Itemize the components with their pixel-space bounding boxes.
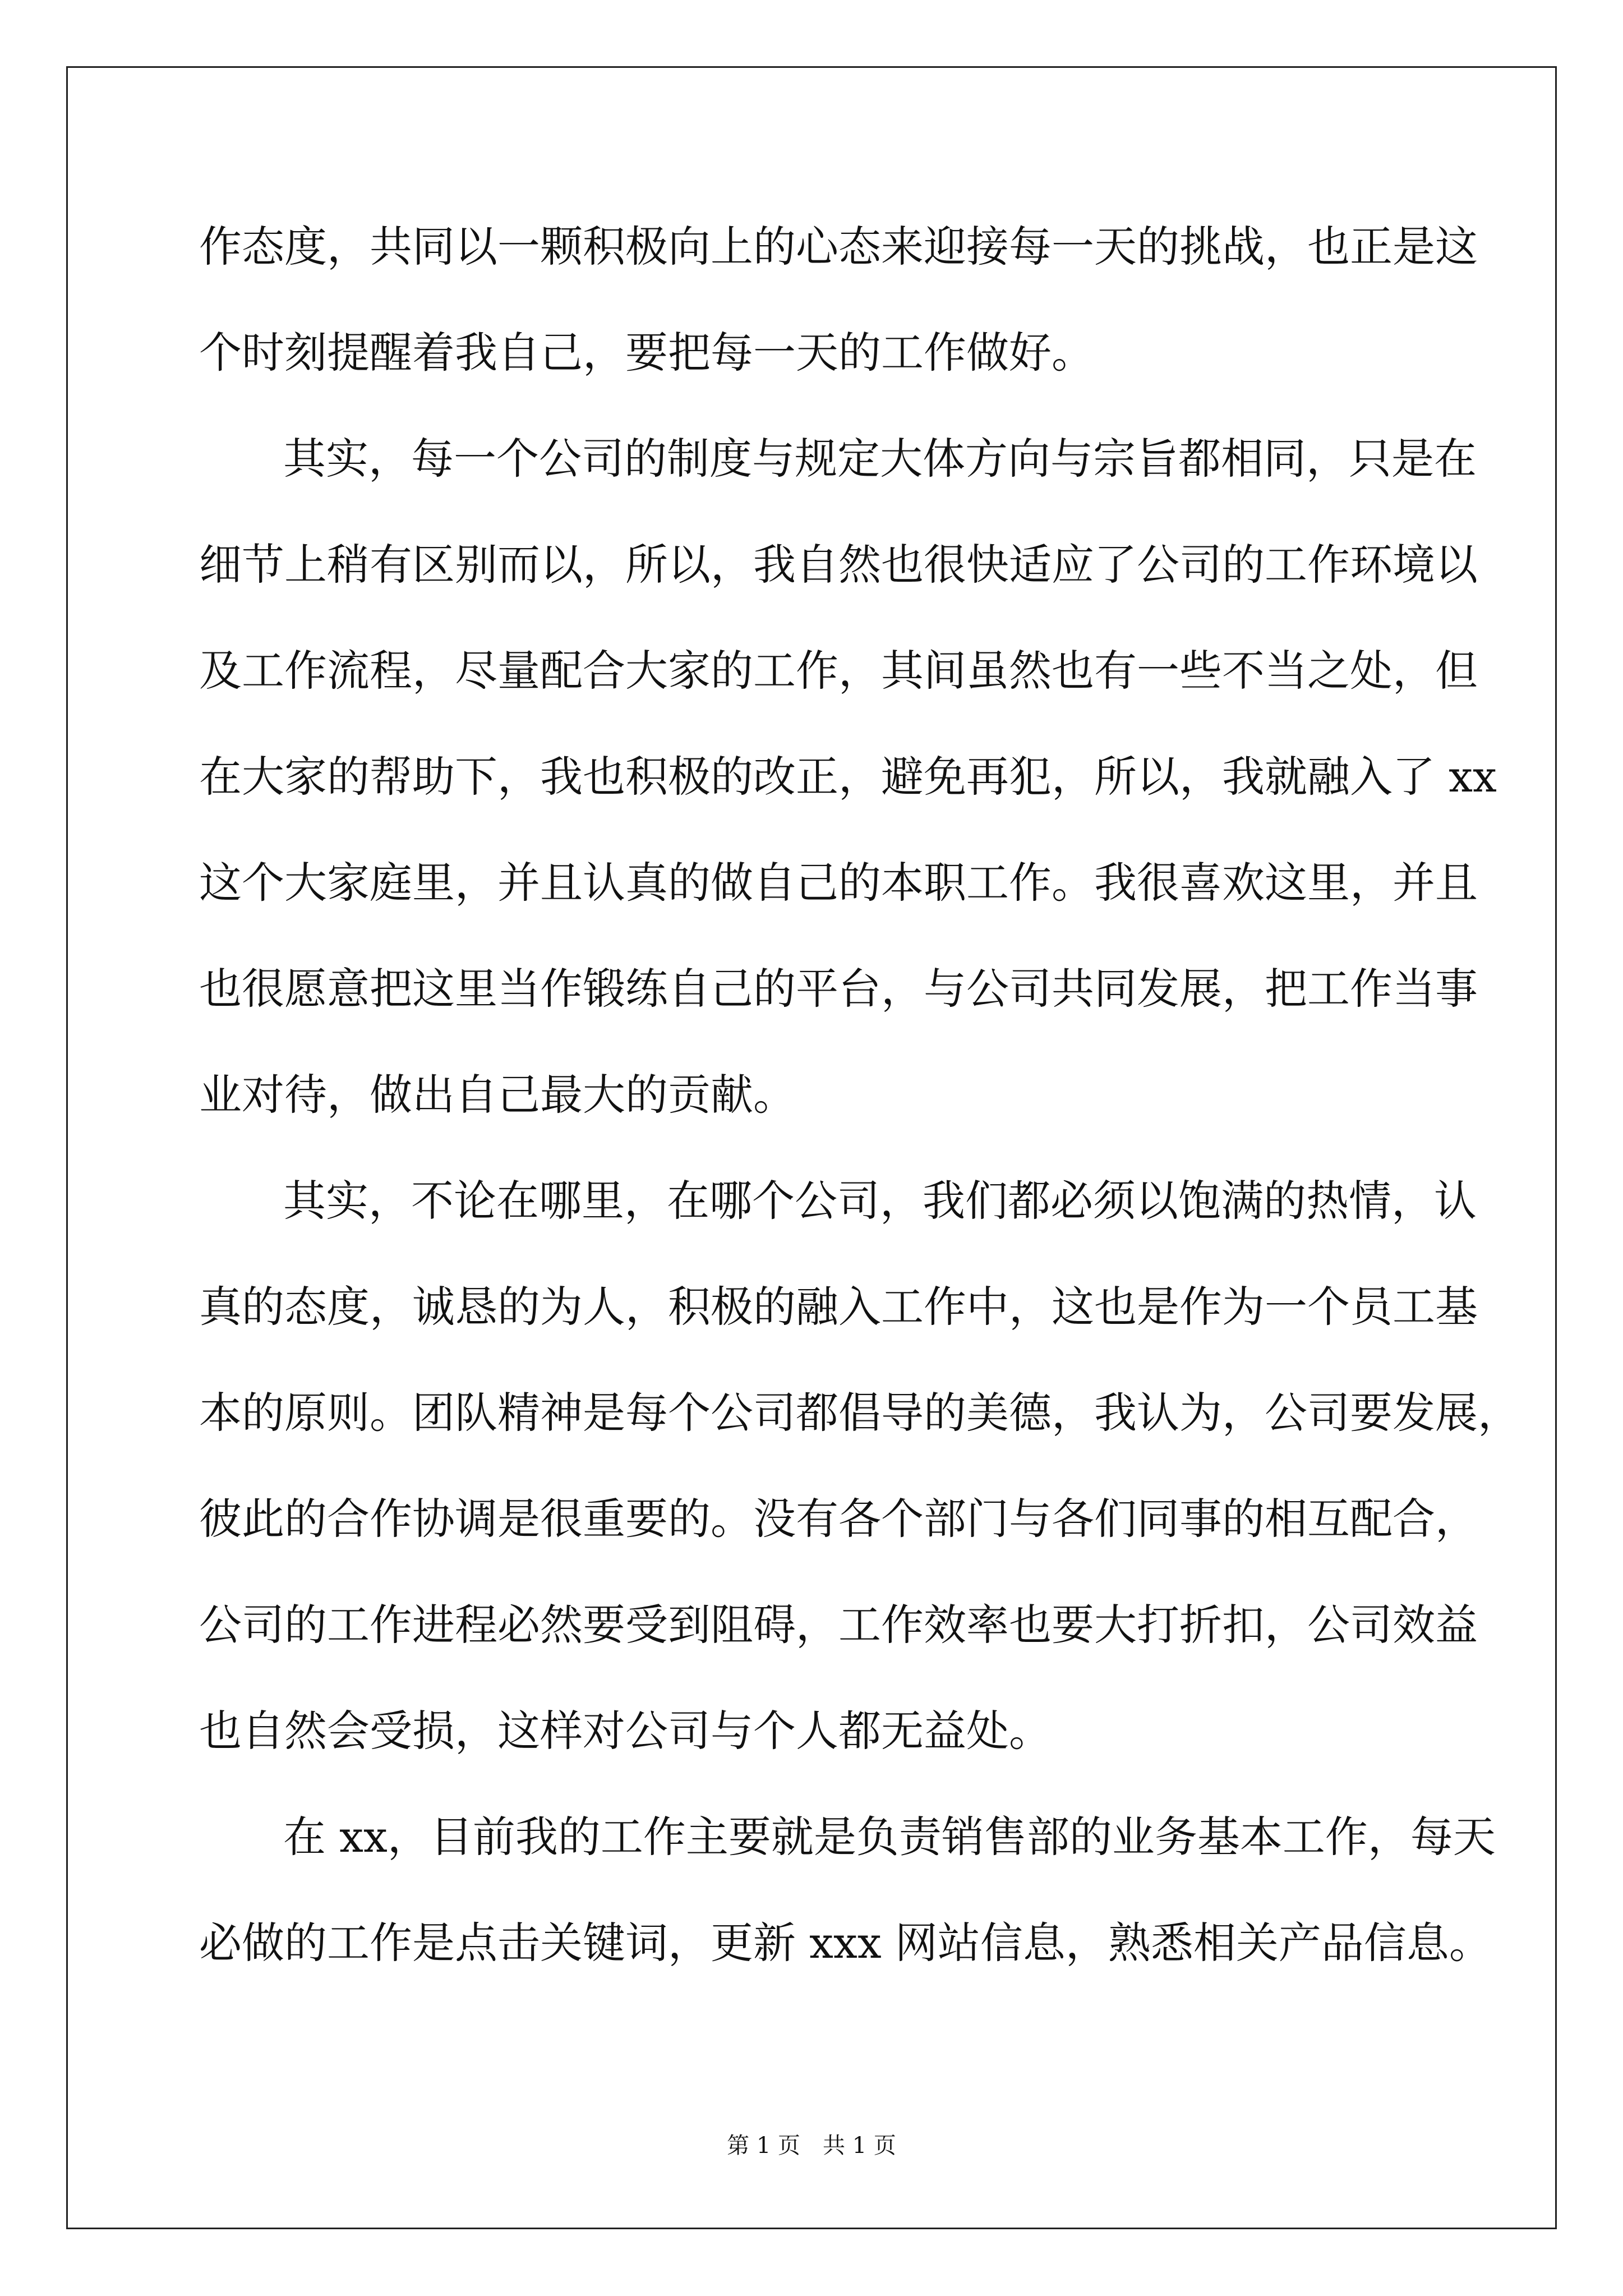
text-line: 本的原则。团队精神是每个公司都倡导的美德，我认为，公司要发展，: [199, 1388, 1520, 1438]
text-line: 在 xx，目前我的工作主要就是负责销售部的业务基本工作，每天: [283, 1812, 1496, 1862]
text-line: 作态度，共同以一颗积极向上的心态来迎接每一天的挑战，也正是这: [199, 222, 1478, 272]
text-line: 真的态度，诚恳的为人，积极的融入工作中，这也是作为一个员工基: [199, 1282, 1478, 1332]
text-line: 其实，每一个公司的制度与规定大体方向与宗旨都相同，只是在: [283, 434, 1477, 484]
text-line: 在大家的帮助下，我也积极的改正，避免再犯，所以，我就融入了 xx: [199, 752, 1497, 802]
text-line: 及工作流程，尽量配合大家的工作，其间虽然也有一些不当之处，但: [199, 646, 1478, 696]
text-line: 这个大家庭里，并且认真的做自己的本职工作。我很喜欢这里，并且: [199, 858, 1478, 908]
text-line: 也很愿意把这里当作锻练自己的平台，与公司共同发展，把工作当事: [199, 964, 1478, 1014]
text-line: 也自然会受损，这样对公司与个人都无益处。: [199, 1706, 1052, 1756]
text-line: 其实，不论在哪里，在哪个公司，我们都必须以饱满的热情，认: [283, 1176, 1477, 1226]
page-footer: 第 1 页 共 1 页: [727, 2133, 896, 2159]
text-line: 彼此的合作协调是很重要的。没有各个部门与各们同事的相互配合，: [199, 1494, 1478, 1544]
text-line: 公司的工作进程必然要受到阻碍，工作效率也要大打折扣，公司效益: [199, 1600, 1478, 1650]
text-line: 业对待，做出自己最大的贡献。: [199, 1070, 796, 1120]
text-line: 必做的工作是点击关键词，更新 xxx 网站信息，熟悉相关产品信息。: [199, 1918, 1492, 1968]
document-body: [199, 213, 1520, 2016]
text-line: 细节上稍有区别而以，所以，我自然也很快适应了公司的工作环境以: [199, 540, 1478, 590]
text-line: 个时刻提醒着我自己，要把每一天的工作做好。: [199, 328, 1094, 378]
